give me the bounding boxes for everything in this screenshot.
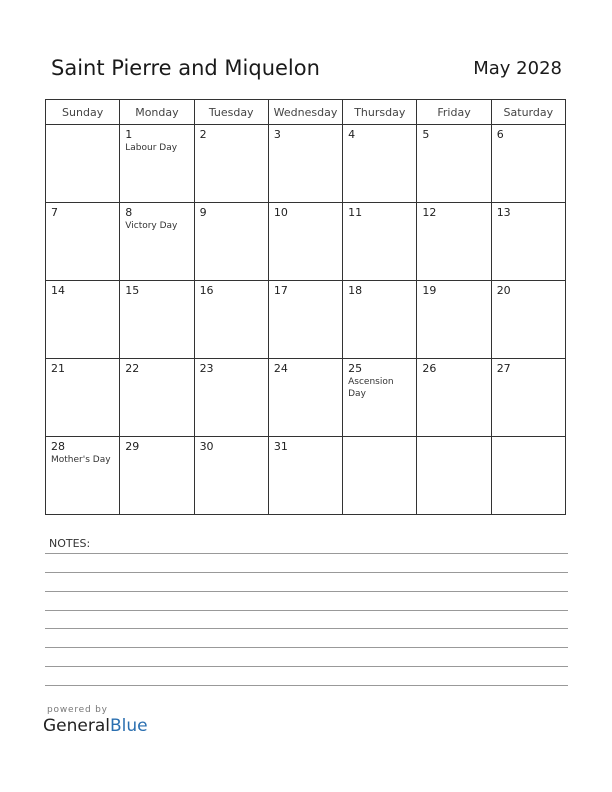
day-cell (417, 359, 491, 437)
generalblue-logo (43, 716, 148, 736)
day-cell (268, 281, 342, 359)
day-cell (46, 359, 120, 437)
day-cell (46, 125, 120, 203)
holiday-label: Labour Day (125, 143, 178, 153)
day-cell (343, 359, 417, 437)
day-number: 6 (496, 128, 504, 141)
day-number: 1 (125, 128, 133, 141)
day-number: 15 (125, 284, 140, 297)
weekday-header: Tuesday (194, 100, 268, 125)
day-cell (46, 203, 120, 281)
week-row (46, 359, 566, 437)
day-cell (46, 281, 120, 359)
weekday-header: Wednesday (268, 100, 342, 125)
weekday-header: Sunday (46, 100, 120, 125)
day-cell (343, 203, 417, 281)
day-cell (120, 359, 194, 437)
calendar-grid (45, 99, 566, 515)
day-number: 14 (51, 284, 65, 297)
day-cell (417, 203, 491, 281)
brand-general: General (43, 716, 110, 736)
day-number: 19 (422, 284, 437, 297)
holiday-label: Victory Day (125, 221, 178, 231)
day-cell (491, 359, 565, 437)
day-cell (491, 281, 565, 359)
day-cell (417, 437, 491, 515)
day-number: 25 (348, 362, 363, 375)
day-cell (194, 203, 268, 281)
day-number: 29 (125, 440, 140, 453)
notes-line (45, 628, 568, 629)
day-number: 30 (199, 440, 214, 453)
day-number: 18 (348, 284, 363, 297)
week-row (46, 203, 566, 281)
holiday-label: Mother's Day (51, 455, 111, 465)
powered-by-text: powered by (47, 705, 108, 715)
day-cell (120, 437, 194, 515)
day-cell (194, 359, 268, 437)
day-cell (491, 203, 565, 281)
calendar-title: Saint Pierre and Miquelon (51, 56, 320, 80)
day-number: 23 (199, 362, 214, 375)
day-number: 28 (51, 440, 65, 453)
notes-label: NOTES: (49, 537, 91, 550)
day-cell (194, 125, 268, 203)
day-number: 8 (125, 206, 133, 219)
day-number: 2 (199, 128, 207, 141)
day-number: 7 (51, 206, 58, 219)
day-number: 20 (496, 284, 511, 297)
notes-line (45, 610, 568, 611)
weekday-header-row (46, 100, 566, 125)
day-cell (194, 281, 268, 359)
notes-line (45, 553, 568, 554)
day-cell (120, 281, 194, 359)
day-number: 24 (273, 362, 288, 375)
week-row (46, 125, 566, 203)
day-cell (343, 437, 417, 515)
holiday-label: Ascension Day (348, 377, 394, 399)
day-number: 3 (273, 128, 281, 141)
day-number: 12 (422, 206, 437, 219)
day-number: 4 (348, 128, 356, 141)
day-number: 10 (273, 206, 288, 219)
day-cell (194, 437, 268, 515)
day-cell (268, 359, 342, 437)
weekday-header: Friday (417, 100, 491, 125)
day-cell (343, 281, 417, 359)
day-number: 5 (422, 128, 430, 141)
weekday-header: Monday (120, 100, 194, 125)
day-cell (46, 437, 120, 515)
notes-line (45, 591, 568, 592)
day-number: 26 (422, 362, 437, 375)
day-number: 16 (199, 284, 214, 297)
day-cell (268, 203, 342, 281)
day-number: 9 (199, 206, 207, 219)
day-cell (120, 203, 194, 281)
day-number: 27 (496, 362, 511, 375)
notes-line (45, 647, 568, 648)
weekday-header: Saturday (491, 100, 565, 125)
day-number: 31 (273, 440, 288, 453)
day-cell (268, 437, 342, 515)
day-cell (417, 125, 491, 203)
weekday-header: Thursday (343, 100, 417, 125)
day-cell (268, 125, 342, 203)
day-cell (343, 125, 417, 203)
brand-blue: Blue (110, 716, 148, 736)
day-cell (120, 125, 194, 203)
notes-line (45, 666, 568, 667)
day-number: 17 (273, 284, 288, 297)
day-cell (491, 125, 565, 203)
day-cell (417, 281, 491, 359)
day-number: 22 (125, 362, 140, 375)
day-number: 11 (348, 206, 363, 219)
week-row (46, 281, 566, 359)
notes-line (45, 685, 568, 686)
day-number: 21 (51, 362, 65, 375)
day-cell (491, 437, 565, 515)
notes-line (45, 572, 568, 573)
month-year-label: May 2028 (473, 58, 562, 79)
day-number: 13 (496, 206, 511, 219)
week-row (46, 437, 566, 515)
